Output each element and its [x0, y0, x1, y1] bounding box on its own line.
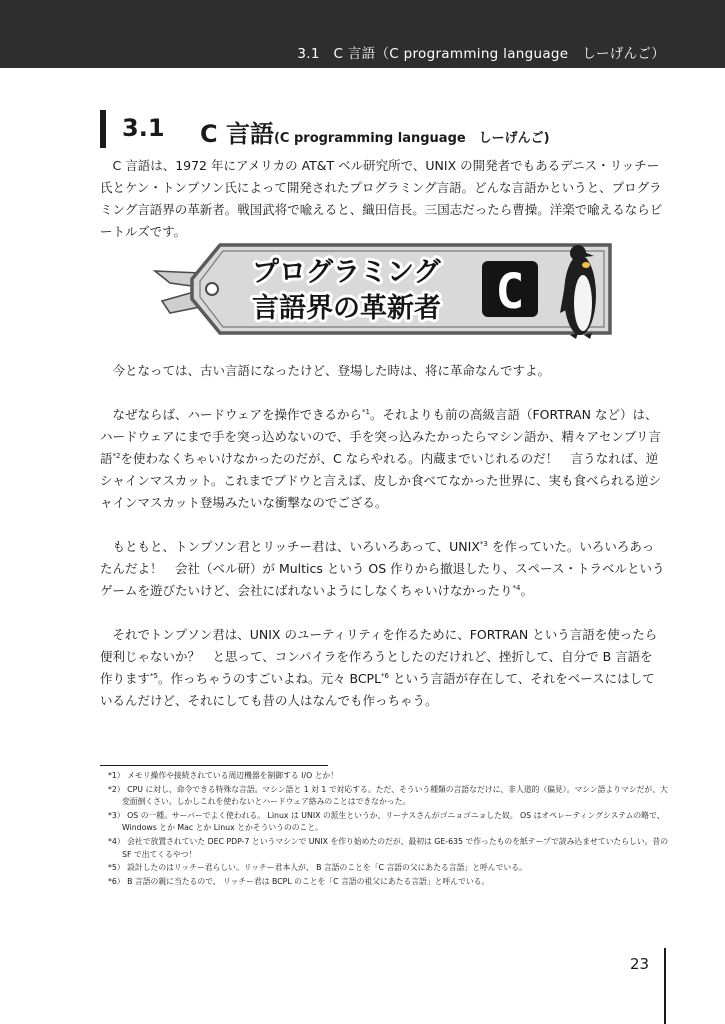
- footnote-ref-1[interactable]: *1: [362, 407, 370, 416]
- section-title: [200, 114, 550, 149]
- footnote-text: OS の一種。サーバーでよく使われる。 Linux は UNIX の派生というか、リーナスさんがゴニョゴニョした奴。 OS はオペレーティングシステムの略で、 Windows とか Mac とか Linux とかそういうののこと。: [122, 810, 665, 833]
- page-number: 23: [630, 955, 650, 973]
- footnote-text: B 言語の親に当たるので、 リッチー君は BCPL のことを「C 言語の祖父にあたる言語」と呼んでいる。: [127, 876, 490, 886]
- page-number-rule: [664, 948, 666, 1024]
- footnote-rule: [100, 765, 328, 766]
- section-title-main: C 言語: [200, 120, 274, 148]
- footnote-text: 会社で放置されていた DEC PDP-7 というマシンで UNIX を作り始めたのだが、最初は GE-635 で作ったものを紙テープで読み込ませていたらしい。昔の SF で出てくるやつ！: [122, 836, 668, 859]
- paragraph-3-part-b: 。それよりも前の高級言語（FORTRAN など）は、ハードウェアにまで手を突っ込めないので、手を突っ込みたかったらマシン語か、精々アセンブリ言語: [100, 407, 661, 466]
- paragraph-5-part-c: という言語が存在して、それをベースにはしているんだけど、それにしても昔の人はなんでも作っちゃう。: [100, 671, 655, 708]
- paragraph-3-part-c: を使わなくちゃいけなかったのだが、C ならやれる。内蔵までいじれるのだ！ 言うなれば、逆シャインマスカット。これまでブドウと言えば、皮しか食べてなかった世界に、実も食べられる逆シャインマスカット登場みたいな衝撃なのでござる。: [100, 451, 662, 510]
- illustration-line-1: プログラミング: [252, 257, 441, 288]
- tag-hole-icon: [206, 283, 218, 295]
- footnote-mark: *2）: [108, 784, 125, 794]
- footnote-text: メモリ操作や接続されている周辺機器を制御する I/O とか！: [127, 771, 339, 780]
- paragraph-4: [100, 536, 665, 602]
- running-header-title: 3.1 C 言語（C programming language しーげんご）: [297, 46, 665, 62]
- footnote-1: [100, 770, 670, 783]
- paragraph-5-part-b: 。作っちゃうのすごいよね。元々 BCPL: [157, 671, 382, 686]
- paragraph-4-part-a: もともと、トンプソン君とリッチー君は、いろいろあって、UNIX: [112, 539, 480, 554]
- footnote-mark: *5）: [108, 863, 125, 873]
- paragraph-2: 今となっては、古い言語になったけど、登場した時は、将に革命なんですよ。: [112, 363, 551, 378]
- footnotes: [100, 770, 670, 889]
- footnote-text: 設計したのはリッチー君らしい。リッチー君本人が、 B 言語のことを「C 言語の父にあたる言語」と呼んでいる。: [127, 863, 527, 873]
- footnote-ref-4[interactable]: *4: [512, 583, 521, 592]
- footnote-mark: *6）: [108, 876, 125, 886]
- section-number: 3.1: [122, 114, 165, 142]
- section-subtitle: (C programming language しーげんご): [273, 131, 550, 146]
- running-header: [0, 0, 725, 68]
- paragraph-4-part-b: を作っていた。いろいろあったんだよ！ 会社（ベル研）が Multics という OS 作りから撤退したり、スペース・トラベルというゲームを遊びたいけど、会社にばれないようにしなくちゃいけなかったり: [100, 539, 665, 598]
- paragraph-5: [100, 624, 665, 712]
- footnote-mark: *4）: [108, 836, 125, 846]
- footnote-text: CPU に対し、命令できる特殊な言語。マシン語と 1 対 1 で対応する。ただ、そういう種類の言語なだけに、非人道的（偏見）。マシン語よりマシだが、大変面倒くさい。しかしこれを使わないとハードウェア絡みのことはできなかった。: [122, 784, 668, 807]
- footnote-ref-3[interactable]: *3: [479, 539, 488, 548]
- footnote-ref-5[interactable]: *5: [150, 671, 158, 680]
- paragraph-1: C 言語は、1972 年にアメリカの AT&T ベル研究所で、UNIX の開発者でもあるデニス・リッチー氏とケン・トンプソン氏によって開発されたプログラミング言語。どんな言語かというと、プログラミング言語界の革新者。戦国武将で喩えると、織田信長。三国志だったら曹操。洋楽で喩えるならビートルズです。: [100, 158, 663, 239]
- paragraph-5-part-a: それでトンプソン君は、UNIX のユーティリティを作るために、FORTRAN という言語を使ったら便利じゃないか？ と思って、コンパイラを作ろうとしたのだけれど、挫折して、自分で B 言語を作ります: [100, 627, 658, 686]
- footnote-mark: *1）: [108, 771, 125, 780]
- c-logo-letter: C: [495, 264, 525, 320]
- paragraph-3: [100, 404, 665, 514]
- footnote-2: [100, 784, 670, 809]
- footnote-3: [100, 810, 670, 835]
- footnote-5: [100, 862, 670, 875]
- illustration: [100, 243, 665, 353]
- footnote-mark: *3）: [108, 810, 125, 820]
- footnote-ref-6[interactable]: *6: [381, 671, 390, 680]
- footnote-4: [100, 836, 670, 861]
- illustration-line-2: 言語界の革新者: [252, 293, 441, 324]
- body-text: [100, 155, 665, 712]
- section-heading-bar: [100, 110, 106, 148]
- paragraph-4-part-c: 。: [520, 583, 533, 598]
- paragraph-3-part-a: なぜならば、ハードウェアを操作できるから: [112, 407, 363, 422]
- illustration-svg: [100, 243, 665, 353]
- footnote-ref-2[interactable]: *2: [112, 451, 121, 460]
- footnote-6: [100, 876, 670, 889]
